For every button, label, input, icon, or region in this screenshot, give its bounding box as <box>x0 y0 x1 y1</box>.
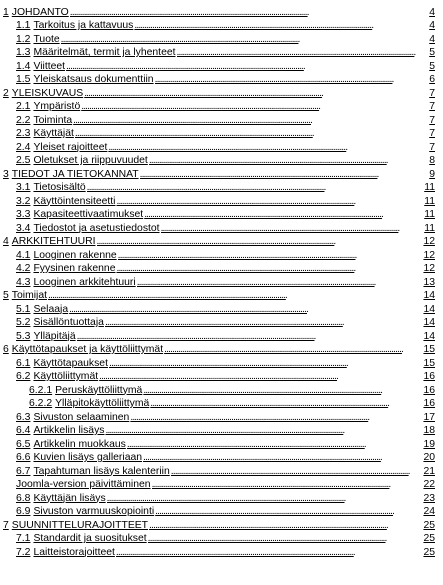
toc-entry[interactable] <box>3 72 435 86</box>
toc-entry-page-number[interactable]: 11 <box>424 222 435 234</box>
toc-entry-page-number[interactable]: 14 <box>423 303 435 315</box>
toc-entry-page-number[interactable]: 5 <box>429 47 435 58</box>
toc-entry-number: 5.1 <box>16 303 31 315</box>
toc-dot-leader <box>48 290 422 301</box>
toc-entry-page-number[interactable]: 15 <box>423 344 435 355</box>
toc-entry-title[interactable]: Ylläpitokäyttöliittymä <box>55 398 150 409</box>
toc-entry-number: 5.2 <box>16 317 31 328</box>
toc-entry[interactable] <box>3 544 435 558</box>
toc-entry-page-number[interactable]: 12 <box>423 249 435 261</box>
toc-dot-leader <box>97 236 423 247</box>
toc-entry[interactable] <box>3 409 435 423</box>
toc-dot-leader <box>140 169 428 180</box>
toc-entry-page-number[interactable]: 4 <box>429 33 435 45</box>
toc-dot-leader <box>99 371 422 382</box>
toc-entry-title[interactable]: Tuote <box>33 33 60 45</box>
toc-entry-number: 7.2 <box>16 546 31 558</box>
toc-entry-title[interactable]: Oletukset ja riippuvuudet <box>33 155 148 166</box>
toc-dot-leader <box>155 506 422 517</box>
toc-entry-page-number[interactable]: 25 <box>423 546 435 558</box>
toc-entry-page-number[interactable]: 5 <box>429 60 435 72</box>
toc-entry-page-number[interactable]: 7 <box>429 141 435 153</box>
toc-entry-page-number[interactable]: 12 <box>423 263 435 274</box>
toc-entry-number: 1.3 <box>16 47 31 58</box>
toc-entry-number: 2.2 <box>16 114 31 126</box>
toc-entry-number: 6.1 <box>16 357 31 369</box>
toc-entry-title[interactable]: Käyttötapaukset <box>33 357 108 369</box>
toc-dot-leader <box>75 128 428 139</box>
toc-entry-number: 6.8 <box>16 492 31 504</box>
toc-entry[interactable] <box>3 504 435 518</box>
toc-entry-page-number[interactable]: 11 <box>424 182 435 193</box>
toc-entry-title[interactable]: Joomla-version päivittäminen <box>16 479 151 490</box>
toc-entry-title[interactable]: Sisällöntuottaja <box>33 317 104 328</box>
toc-entry-title[interactable]: Laitteistorajoitteet <box>33 546 115 558</box>
toc-entry[interactable] <box>3 18 435 32</box>
toc-entry[interactable] <box>3 423 435 437</box>
toc-entry-number: 1 <box>3 6 9 18</box>
toc-entry-title[interactable]: Standardit ja suositukset <box>33 533 147 544</box>
toc-entry-number: 3.4 <box>16 222 31 234</box>
toc-dot-leader <box>66 61 428 72</box>
toc-entry-title[interactable]: Peruskäyttöliittymä <box>55 384 143 396</box>
toc-entry[interactable] <box>3 517 435 531</box>
toc-entry-page-number[interactable]: 25 <box>423 519 435 531</box>
toc-entry-title[interactable]: ARKKITEHTUURI <box>11 236 96 247</box>
toc-entry-number: 4.2 <box>16 263 31 274</box>
toc-entry[interactable] <box>3 45 435 59</box>
toc-entry-number: 1.2 <box>16 33 31 45</box>
toc-entry-page-number[interactable]: 22 <box>423 479 435 490</box>
toc-entry[interactable] <box>3 193 435 207</box>
toc-entry[interactable] <box>3 166 435 180</box>
toc-entry[interactable] <box>3 436 435 450</box>
toc-dot-leader <box>171 466 423 477</box>
toc-entry-title[interactable]: Toiminta <box>33 114 73 126</box>
toc-entry-title[interactable]: Tapahtuman lisäys kalenteriin <box>33 465 170 477</box>
toc-entry-title[interactable]: TIEDOT JA TIETOKANNAT <box>11 168 139 180</box>
toc-entry-title[interactable]: Määritelmät, termit ja lyhenteet <box>33 47 176 58</box>
toc-dot-leader <box>108 142 428 153</box>
toc-entry-number: 4.1 <box>16 249 31 261</box>
toc-entry[interactable] <box>3 207 435 221</box>
toc-entry-page-number[interactable]: 13 <box>423 276 435 288</box>
toc-entry[interactable] <box>3 382 435 396</box>
toc-dot-leader <box>84 88 428 99</box>
toc-dot-leader <box>148 533 423 544</box>
toc-entry-number: 6.3 <box>16 411 31 423</box>
toc-entry-number: 6.2 <box>16 371 31 382</box>
toc-entry-number: 6.5 <box>16 438 31 450</box>
toc-entry-title[interactable]: Käyttäjän lisäys <box>33 492 106 504</box>
toc-entry-number: 6.9 <box>16 506 31 517</box>
toc-entry[interactable] <box>3 31 435 45</box>
toc-entry-page-number[interactable]: 14 <box>423 330 435 342</box>
toc-entry-page-number[interactable]: 14 <box>423 317 435 328</box>
toc-entry[interactable] <box>3 261 435 275</box>
toc-dot-leader <box>144 209 423 220</box>
toc-entry-page-number[interactable]: 20 <box>423 452 435 463</box>
toc-entry[interactable] <box>3 396 435 410</box>
toc-dot-leader <box>61 34 428 45</box>
toc-dot-leader <box>87 182 424 193</box>
toc-entry-number: 1.1 <box>16 20 31 31</box>
toc-entry-number: 3 <box>3 168 9 180</box>
toc-entry-number: 6.6 <box>16 452 31 463</box>
toc-entry-page-number[interactable]: 19 <box>423 438 435 450</box>
toc-dot-leader <box>134 20 428 31</box>
toc-entry[interactable] <box>3 531 435 545</box>
toc-entry-title[interactable]: Tarkoitus ja kattavuus <box>33 20 134 31</box>
toc-entry-page-number[interactable]: 7 <box>429 87 435 99</box>
toc-entry-title[interactable]: Käyttäjät <box>33 128 74 139</box>
toc-dot-leader <box>161 223 424 234</box>
toc-entry-page-number[interactable]: 16 <box>423 371 435 382</box>
toc-entry-title[interactable]: Ympäristö <box>33 101 81 112</box>
toc-entry-page-number[interactable]: 18 <box>423 425 435 436</box>
toc-entry-number: 3.3 <box>16 209 31 220</box>
toc-entry[interactable] <box>3 274 435 288</box>
toc-entry-title[interactable]: Yleiset rajoitteet <box>33 141 108 153</box>
toc-dot-leader <box>155 74 428 85</box>
toc-entry-title[interactable]: SUUNNITTELURAJOITTEET <box>11 519 149 531</box>
toc-entry[interactable] <box>3 328 435 342</box>
toc-dot-leader <box>143 452 422 463</box>
toc-entry[interactable] <box>3 112 435 126</box>
toc-entry-page-number[interactable]: 9 <box>429 168 435 180</box>
toc-entry-title[interactable]: Ylläpitäjä <box>33 330 76 342</box>
toc-entry[interactable] <box>3 99 435 113</box>
toc-entry-number: 2 <box>3 87 9 99</box>
toc-entry-page-number[interactable]: 11 <box>424 195 435 207</box>
toc-dot-leader <box>105 317 423 328</box>
toc-entry[interactable] <box>3 355 435 369</box>
toc-entry[interactable] <box>3 234 435 248</box>
toc-dot-leader <box>177 47 428 58</box>
toc-entry[interactable] <box>3 85 435 99</box>
toc-dot-leader <box>149 520 422 531</box>
toc-entry-page-number[interactable]: 7 <box>429 128 435 139</box>
toc-dot-leader <box>118 250 423 261</box>
toc-entry[interactable] <box>3 315 435 329</box>
toc-entry-page-number[interactable]: 24 <box>423 506 435 517</box>
toc-entry-title[interactable]: Artikkelin lisäys <box>33 425 105 436</box>
toc-entry-page-number[interactable]: 7 <box>429 101 435 112</box>
toc-entry-number: 4 <box>3 236 9 247</box>
toc-entry-title[interactable]: Artikkelin muokkaus <box>33 438 126 450</box>
toc-entry-page-number[interactable]: 8 <box>429 155 435 166</box>
toc-entry-page-number[interactable]: 14 <box>423 290 435 301</box>
toc-entry-number: 5.3 <box>16 330 31 342</box>
toc-entry-title[interactable]: Tiedostot ja asetustiedostot <box>33 222 160 234</box>
toc-entry[interactable] <box>3 4 435 18</box>
toc-entry-title[interactable]: Kapasiteettivaatimukset <box>33 209 144 220</box>
toc-dot-leader <box>130 412 422 423</box>
toc-dot-leader <box>152 479 423 490</box>
toc-entry[interactable] <box>3 126 435 140</box>
toc-dot-leader <box>70 7 428 18</box>
toc-entry-title[interactable]: JOHDANTO <box>11 6 69 18</box>
toc-entry-page-number[interactable]: 15 <box>423 357 435 369</box>
toc-entry-title[interactable]: Toimijat <box>11 290 48 301</box>
toc-entry-page-number[interactable]: 4 <box>429 20 435 31</box>
toc-entry-page-number[interactable]: 23 <box>423 492 435 504</box>
toc-dot-leader <box>105 425 422 436</box>
toc-entry[interactable] <box>3 301 435 315</box>
toc-entry-page-number[interactable]: 25 <box>423 533 435 544</box>
toc-dot-leader <box>116 196 423 207</box>
toc-entry[interactable] <box>3 220 435 234</box>
toc-entry-number: 2.5 <box>16 155 31 166</box>
toc-entry-page-number[interactable]: 17 <box>423 411 435 423</box>
toc-entry[interactable] <box>3 153 435 167</box>
toc-entry-title[interactable]: Looginen arkkitehtuuri <box>33 276 136 288</box>
toc-dot-leader <box>164 344 422 355</box>
toc-entry[interactable] <box>3 342 435 356</box>
toc-entry[interactable] <box>3 490 435 504</box>
toc-entry-title[interactable]: YLEISKUVAUS <box>11 87 84 99</box>
toc-entry-page-number[interactable]: 7 <box>429 114 435 126</box>
toc-entry-number: 1.5 <box>16 74 31 85</box>
toc-dot-leader <box>116 547 423 558</box>
toc-entry-title[interactable]: Looginen rakenne <box>33 249 117 261</box>
toc-entry-number: 7.1 <box>16 533 31 544</box>
toc-entry-page-number[interactable]: 21 <box>423 465 435 477</box>
toc-entry-page-number[interactable]: 4 <box>429 6 435 18</box>
toc-entry-number: 6.2.1 <box>29 384 53 396</box>
toc-entry-number: 3.1 <box>16 182 31 193</box>
toc-dot-leader <box>73 115 428 126</box>
toc-entry-page-number[interactable]: 6 <box>429 74 435 85</box>
table-of-contents <box>3 4 435 558</box>
toc-entry-title[interactable]: Selaaja <box>33 303 69 315</box>
toc-entry-page-number[interactable]: 16 <box>423 398 435 409</box>
toc-entry-number: 7 <box>3 519 9 531</box>
toc-dot-leader <box>137 277 423 288</box>
toc-entry[interactable] <box>3 477 435 491</box>
toc-entry-number: 6.2.2 <box>29 398 53 409</box>
toc-entry-title[interactable]: Käyttöliittymät <box>33 371 99 382</box>
toc-entry[interactable] <box>3 369 435 383</box>
toc-entry[interactable] <box>3 247 435 261</box>
toc-entry-number: 4.3 <box>16 276 31 288</box>
toc-entry-number: 5 <box>3 290 9 301</box>
toc-entry-number: 3.2 <box>16 195 31 207</box>
toc-entry-number: 2.1 <box>16 101 31 112</box>
toc-dot-leader <box>149 155 428 166</box>
toc-entry-page-number[interactable]: 11 <box>424 209 435 220</box>
toc-dot-leader <box>109 358 422 369</box>
toc-entry[interactable] <box>3 180 435 194</box>
toc-entry-title[interactable]: Viitteet <box>33 60 66 72</box>
toc-entry[interactable] <box>3 139 435 153</box>
toc-entry-title[interactable]: Sivuston varmuuskopiointi <box>33 506 155 517</box>
toc-entry-title[interactable]: Tietosisältö <box>33 182 86 193</box>
toc-dot-leader <box>127 439 423 450</box>
toc-entry-title[interactable]: Fyysinen rakenne <box>33 263 116 274</box>
toc-entry-title[interactable]: Käyttötapaukset ja käyttöliittymät <box>11 344 164 355</box>
toc-entry[interactable] <box>3 288 435 302</box>
toc-entry-number: 2.3 <box>16 128 31 139</box>
toc-entry-page-number[interactable]: 16 <box>423 384 435 396</box>
toc-dot-leader <box>107 493 423 504</box>
toc-dot-leader <box>143 385 422 396</box>
toc-entry-title[interactable]: Kuvien lisäys galleriaan <box>33 452 143 463</box>
toc-entry[interactable] <box>3 450 435 464</box>
toc-entry[interactable] <box>3 58 435 72</box>
toc-entry-title[interactable]: Sivuston selaaminen <box>33 411 130 423</box>
toc-dot-leader <box>150 398 422 409</box>
toc-entry-number: 6 <box>3 344 9 355</box>
toc-entry-title[interactable]: Käyttöintensiteetti <box>33 195 116 207</box>
toc-dot-leader <box>116 263 422 274</box>
toc-entry-number: 2.4 <box>16 141 31 153</box>
toc-entry-number: 1.4 <box>16 60 31 72</box>
toc-entry-number: 6.4 <box>16 425 31 436</box>
toc-entry[interactable] <box>3 463 435 477</box>
toc-entry-page-number[interactable]: 12 <box>423 236 435 247</box>
toc-dot-leader <box>69 304 422 315</box>
toc-dot-leader <box>77 331 423 342</box>
toc-entry-title[interactable]: Yleiskatsaus dokumenttiin <box>33 74 154 85</box>
toc-entry-number: 6.7 <box>16 465 31 477</box>
toc-dot-leader <box>81 101 428 112</box>
